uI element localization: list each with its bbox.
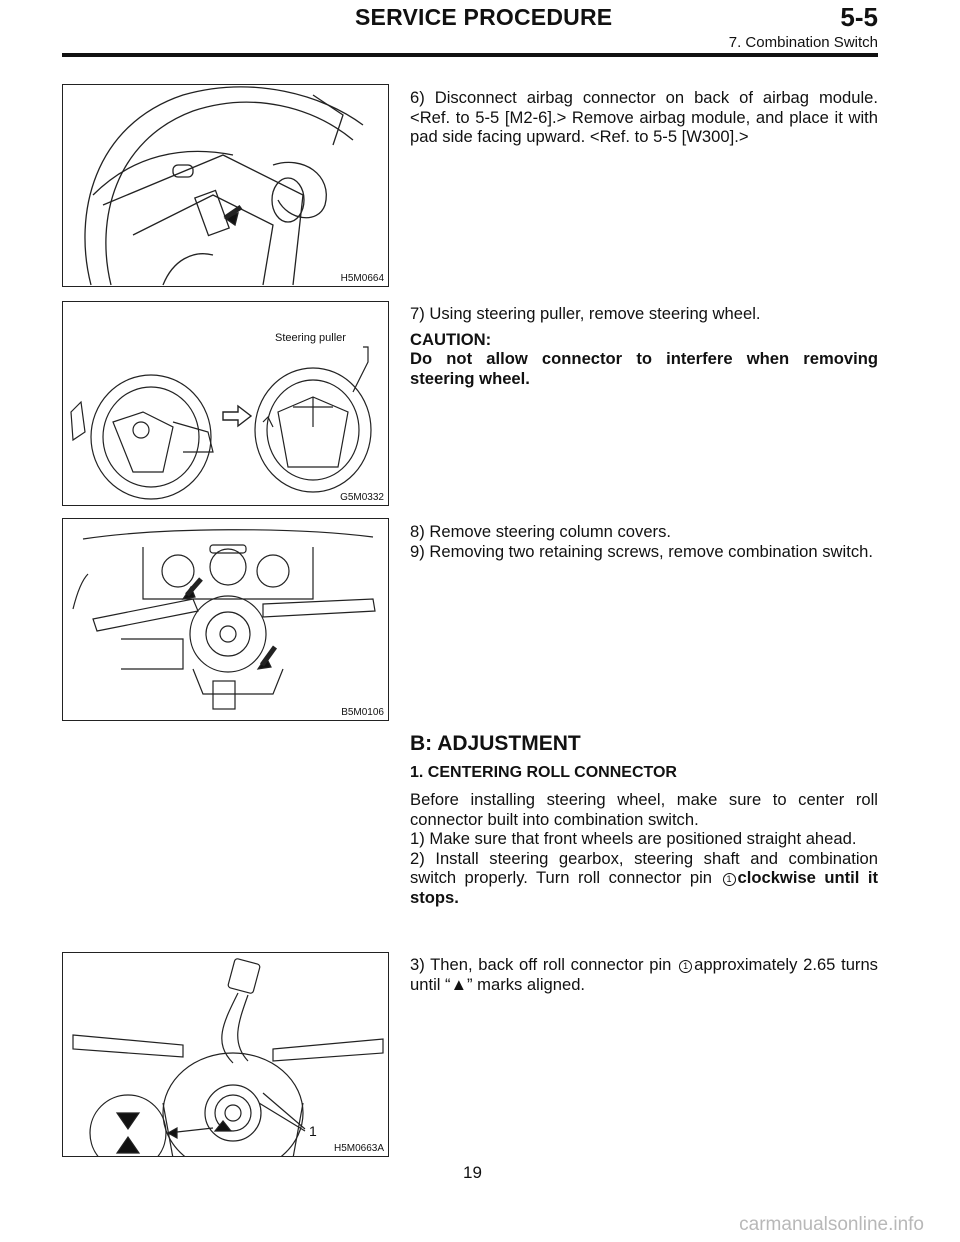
adjustment-step-1: 1) Make sure that front wheels are positioned straight ahead.	[410, 829, 857, 848]
airbag-connector-illustration	[63, 85, 389, 287]
figure-id: G5M0332	[340, 492, 384, 503]
figure-id: H5M0663A	[333, 1143, 384, 1154]
page-number: 19	[463, 1163, 482, 1182]
adjustment-step-3-text	[410, 955, 878, 994]
adjustment-intro: Before installing steering wheel, make sure to center roll connector built into combination switch.	[410, 790, 878, 829]
watermark: carmanualsonline.info	[739, 1214, 924, 1235]
callout-1-icon: 1	[723, 873, 736, 886]
page-title: SERVICE PROCEDURE	[355, 4, 613, 30]
figure-roll-connector	[62, 952, 389, 1157]
callout-1-icon: 1	[679, 960, 692, 973]
figure-id: B5M0106	[341, 707, 384, 718]
section-code: 5-5	[840, 2, 878, 32]
header-rule	[62, 53, 878, 57]
step-6	[410, 88, 878, 147]
roll-connector-illustration	[63, 953, 389, 1157]
step-3-text-a: 3) Then, back off roll connector pin	[410, 955, 672, 974]
step-9-text: 9) Removing two retaining screws, remove combination switch.	[410, 541, 873, 561]
figure-airbag-connector	[62, 84, 389, 287]
adjustment-body	[410, 790, 878, 907]
figure-id: H5M0664	[340, 273, 384, 284]
adjustment-step-2	[410, 849, 878, 908]
caution-label: CAUTION:	[410, 329, 492, 349]
step-7	[410, 304, 878, 388]
step-3-text-b: approximately 2.65 turns until “▲” marks aligned.	[410, 955, 878, 994]
step-6-text: 6) Disconnect airbag connector on back of airbag module. <Ref. to 5-5 [M2-6].> Remove airbag module, and place it with pad side facing upward. <Ref. to 5-5 [W300].>	[410, 88, 878, 146]
adjustment-heading: B: ADJUSTMENT	[410, 732, 581, 755]
figure-steering-puller	[62, 301, 389, 506]
figure-combination-switch	[62, 518, 389, 721]
step-7-text: 7) Using steering puller, remove steering wheel.	[410, 304, 761, 323]
steering-puller-label: Steering puller	[275, 332, 346, 344]
callout-label-1: 1	[309, 1123, 317, 1139]
combination-switch-illustration	[63, 519, 389, 721]
centering-roll-connector-heading: 1. CENTERING ROLL CONNECTOR	[410, 764, 677, 781]
step-8-text: 8) Remove steering column covers.	[410, 522, 671, 541]
step-2-text-a: 2) Install steering gearbox, steering shaft and combination switch properly. Turn roll connector pin	[410, 848, 878, 887]
steps-8-9	[410, 522, 878, 561]
caution-text: Do not allow connector to interfere when removing steering wheel.	[410, 349, 878, 388]
section-subtitle: 7. Combination Switch	[728, 34, 878, 51]
step-2-text-b: clockwise until it stops.	[410, 868, 878, 907]
adjustment-step-3	[410, 955, 878, 994]
